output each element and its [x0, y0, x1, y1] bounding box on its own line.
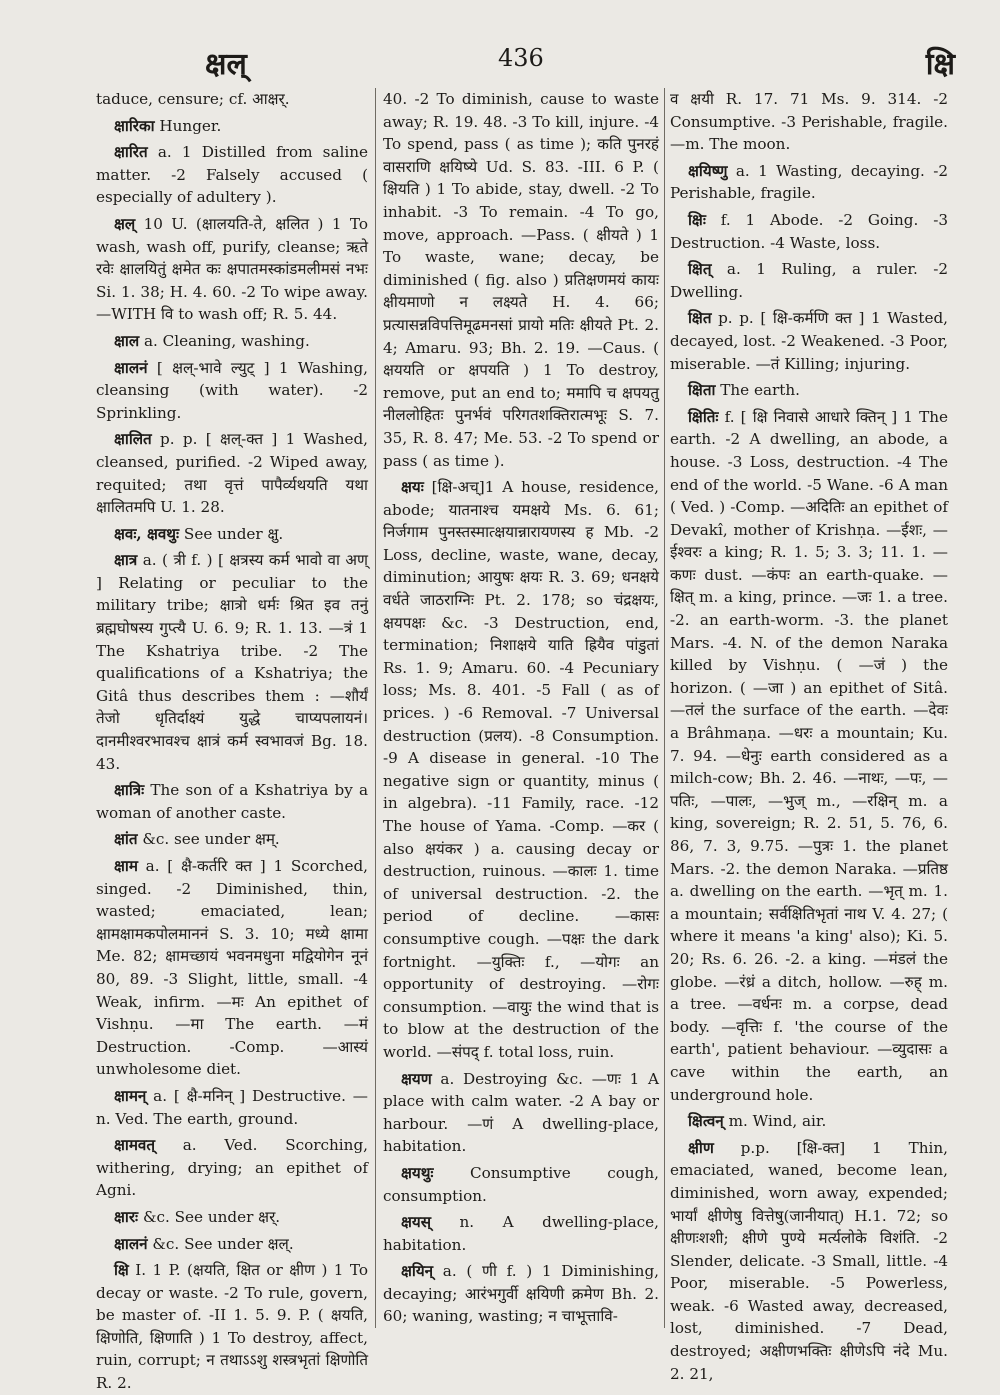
entry-definition: a. ( णी f. ) 1 Diminishing, decaying; आरंभगुर्वी क्षयिणी क्रमेण Bh. 2. 60; waning, wasting; न चाभूत्तावि- [383, 1262, 659, 1326]
entry-headword: क्षिः [688, 210, 706, 229]
column-left [96, 88, 369, 1393]
entry-headword: क्षालित [114, 430, 152, 449]
entry-headword: क्षयण [401, 1069, 432, 1088]
entry-definition: f. 1 Abode. -2 Going. -3 Destruction. -4 Waste, loss. [670, 210, 949, 252]
entry-headword: क्षयः [401, 478, 424, 497]
entry-headword: क्षालनं [114, 1234, 148, 1253]
entry-definition: Hunger. [159, 116, 222, 135]
entry-definition: 10 U. (क्षालयति-ते, क्षलित ) 1 To wash, wash off, purify, cleanse; ऋते रवेः क्षालयितुं क्षमेत कः क्षपातमस्कांडमलीमसं नभः Si. 1. 38; H. 4. 60. -2 To wipe away. —WITH वि to wash off; R. 5. 44. [96, 214, 368, 324]
entry-definition: f. [ क्षि निवासे आधारे क्तिन् ] 1 The earth. -2 A dwelling, an abode, a house. -3 Loss, destruction. -4 The end of the world. -5 Wane. -6 A man ( Ved. ) -Comp. —अदितिः an epithet of Devakî, mother of Krishṇa. —ईशः, —ईश्वरः a king; R. 1. 5; 3. 3; 11. 1. —कणः dust. —कंपः an earth-quake. —क्षित् m. a king, prince. —जः 1. a tree. -2. an earth-worm. -3. the planet Mars. -4. N. of the demon Naraka killed by Vishṇu. ( —जं ) the horizon. ( —जा ) an epithet of Sitâ. —तलं the surface of the earth. —देवः a Brâhmaṇa. —धरः a mountain; Ku. 7. 94. —धेनुः earth considered as a milch-cow; Bh. 2. 46. —नाथः, —पः, —पतिः, —पालः, —भुज् m., —रक्षिन् m. a king, sovereign; R. 2. 51, 5. 76, 6. 86, 7. 3, 9.75. —पुत्रः 1. the planet Mars. -2. the demon Naraka. —प्रतिष्ठ a. dwelling on the earth. —भृत् m. 1. a mountain; सर्वक्षितिभृतां नाथ V. 4. 27; ( where it means 'a king' also); Ki. 5. 20; Rs. 6. 26. -2. a king. —मंडलं the globe. —रंध्रं a ditch, hollow. —रुह् m. a tree. —वर्धनः m. a corpse, dead body. —वृत्तिः f. 'the course of the earth', patient behaviour. —व्युदासः a cave within the earth, an underground hole. [670, 407, 949, 1104]
entry-headword: क्षयथुः [401, 1163, 434, 1182]
dictionary-entry [96, 828, 368, 851]
right-running-headword: क्षि [925, 47, 955, 82]
entry-headword: क्षात्र [114, 551, 138, 570]
dictionary-entry [670, 258, 948, 303]
entry-definition: a. Cleaning, washing. [143, 331, 310, 350]
entry-headword: क्षित्वन् [688, 1112, 724, 1131]
dictionary-entry [383, 88, 659, 472]
left-running-headword: क्षल् [205, 47, 247, 82]
entry-definition: &c. see under क्षम्. [142, 830, 280, 849]
dictionary-entry [96, 1233, 368, 1256]
dictionary-entry [96, 115, 368, 138]
entry-definition: taduce, censure; cf. आक्षर्. [96, 90, 290, 108]
entry-definition: The son of a Kshatriya by a woman of another caste. [96, 781, 369, 822]
column-middle [383, 88, 659, 1328]
entry-definition: [क्षि-अच्]1 A house, residence, abode; यातनाश्च यमक्षये Ms. 6. 61; निर्जगाम पुनस्तस्मात्क्षयान्नारायणस्य ह Mb. -2 Loss, decline, waste, wane, decay, diminution; आयुषः क्षयः R. 3. 69; धनक्षये वर्धते जाठराग्निः Pt. 2. 178; so चंद्रक्षयः, क्षयपक्षः &c. -3 Destruction, end, termination; निशाक्षये याति ह्रियैव पांडुतां Rs. 1. 9; Amaru. 60. -4 Pecuniary loss; Ms. 8. 401. -5 Fall ( as of prices. ) -6 Removal. -7 Universal destruction (प्रलय). -8 Consumption. -9 A disease in general. -10 The negative sign or quantity, minus ( in algebra). -11 Family, race. -12 The house of Yama. -Comp. —कर ( also क्षयंकर ) a. causing decay or destruction, ruinous. —कालः 1. time of universal destruction. -2. the period of decline. —कासः consumptive cough. —पक्षः the dark fortnight. —युक्तिः f., —योगः an opportunity of destroying. —रोगः consumption. —वायुः the wind that is to blow at the destruction of the world. —संपद् f. total loss, ruin. [383, 478, 659, 1061]
entry-definition: The earth. [720, 381, 800, 400]
dictionary-entry [96, 549, 368, 775]
dictionary-entry [96, 357, 368, 425]
dictionary-entry [96, 1259, 368, 1395]
entry-headword: क्षयस् [401, 1213, 431, 1232]
dictionary-entry [96, 330, 368, 353]
dictionary-entry [670, 1137, 948, 1386]
entry-headword: क्षवः, क्षवथुः [114, 524, 180, 543]
entry-definition: व क्षयी R. 17. 71 Ms. 9. 314. -2 Consumptive. -3 Perishable, fragile. —m. The moon. [670, 90, 948, 154]
entry-headword: क्षि [114, 1261, 129, 1280]
dictionary-entry [96, 1085, 368, 1130]
dictionary-entry [96, 779, 368, 824]
dictionary-entry [383, 476, 659, 1063]
entry-definition: See under क्षु. [183, 524, 284, 543]
entry-definition: a. 1 Distilled from saline matter. -2 Falsely accused ( especially of adultery ). [96, 143, 369, 207]
dictionary-entry [96, 428, 368, 518]
entry-headword: क्षालनं [114, 358, 148, 377]
dictionary-entry [670, 1110, 948, 1133]
entry-definition: a. ( त्री f. ) [ क्षत्रस्य कर्म भावो वा अण् ] Relating or peculiar to the military tribe; क्षात्रो धर्मः श्रित इव तनुं ब्रह्मघोषस्य गुप्त्यै U. 6. 9; R. 1. 13. —त्रं 1 The Kshatriya tribe. -2 The qualifications of a Kshatriya; the Gitâ thus describes them : —शौर्यं तेजो धृतिर्दाक्ष्यं युद्धे चाप्यपलायनं। दानमीश्वरभावश्च क्षात्रं कर्म स्वभावजं Bg. 18. 43. [96, 551, 368, 773]
entry-headword: क्षित् [688, 260, 712, 279]
entry-definition: [ क्षल्-भावे ल्युट् ] 1 Washing, cleansing (with water). -2 Sprinkling. [96, 358, 368, 422]
entry-definition: &c. See under क्षल्. [152, 1234, 294, 1253]
entry-definition: m. Wind, air. [728, 1112, 827, 1131]
entry-headword: क्षारः [114, 1207, 139, 1226]
entry-definition: a. Ved. Scorching, withering, drying; an epithet of Agni. [96, 1136, 368, 1200]
column-divider [375, 88, 376, 1328]
dictionary-entry [670, 88, 948, 156]
dictionary-entry [96, 88, 368, 111]
dictionary-entry [383, 1068, 659, 1158]
dictionary-entry [383, 1211, 659, 1256]
column-divider [664, 88, 665, 1328]
entry-definition: a. 1 Wasting, decaying. -2 Perishable, fragile. [670, 161, 949, 203]
entry-headword: क्षितिः [688, 407, 719, 426]
entry-definition: &c. See under क्षर्. [142, 1207, 281, 1226]
entry-definition: Consumptive cough, consumption. [383, 1163, 659, 1205]
dictionary-entry [670, 160, 948, 205]
entry-definition: a. Destroying &c. —णः 1 A place with calm water. -2 A bay or harbour. —णं A dwelling-place, habitation. [383, 1069, 659, 1156]
entry-definition: 40. -2 To diminish, cause to waste away; R. 19. 48. -3 To kill, injure. -4 To spend, pass ( as time ); कति पुनरहं वासराणि क्षयिष्ये Ud. S. 83. -III. 6 P. ( क्षियति ) 1 To abide, stay, dwell. -2 To inhabit. -3 To remain. -4 To go, move, approach. —Pass. ( क्षीयते ) 1 To waste, wane; decay, be diminished ( fig. also ) प्रतिक्षणमयं कायः क्षीयमाणो न लक्ष्यते H. 4. 66; प्रत्यासन्नविपत्तिमूढमनसां प्रायो मतिः क्षीयते Pt. 2. 4; Amaru. 93; Bh. 2. 19. —Caus. ( क्षययति or क्षपयति ) 1 To destroy, remove, put an end to; ममापि च क्षपयतु नीललोहितः पुनर्भवं परिगतशक्तिरात्मभूः S. 7. 35, R. 8. 47; Me. 53. -2 To spend or pass ( as time ). [383, 90, 659, 470]
entry-definition: p. p. [ क्षल्-क्त ] 1 Washed, cleansed, purified. -2 Wiped away, requited; तथा वृत्तं पापैर्व्यथयति यथा क्षालितमपि U. 1. 28. [96, 430, 369, 517]
entry-definition: n. A dwelling-place, habitation. [383, 1213, 660, 1254]
dictionary-entry [96, 213, 368, 326]
entry-definition: a. [ क्षै-मनिन् ] Destructive. —n. Ved. The earth, ground. [96, 1086, 368, 1128]
dictionary-entry [383, 1260, 659, 1328]
entry-headword: क्षाम [114, 857, 138, 875]
entry-headword: क्षयिन् [401, 1262, 434, 1281]
dictionary-entry [96, 523, 368, 546]
entry-headword: क्षीण [688, 1138, 714, 1157]
dictionary-entry [383, 1162, 659, 1207]
entry-definition: p.p. [क्षि-क्त] 1 Thin, emaciated, waned, become lean, diminished, worn away, expended; भार्यां क्षीणेषु वित्तेषु(जानीयात्) H.1. 72; so क्षीणःशशी; क्षीणे पुण्ये मर्त्यलोके विशंति. -2 Slender, delicate. -3 Small, little. -4 Poor, miserable. -5 Powerless, weak. -6 Wasted away, decreased, lost, diminished. -7 Dead, destroyed; अक्षीणभक्तिः क्षीणेऽपि नंदे Mu. 2. 21, [670, 1138, 948, 1383]
entry-definition: p. p. [ क्षि-कर्मणि क्त ] 1 Wasted, decayed, lost. -2 Weakened. -3 Poor, miserable. —तं Killing; injuring. [670, 309, 948, 373]
column-right [670, 88, 949, 1383]
page-header [90, 42, 955, 86]
dictionary-entry [96, 1206, 368, 1229]
page-number: 436 [498, 44, 544, 72]
entry-definition: a. 1 Ruling, a ruler. -2 Dwelling. [670, 260, 949, 301]
entry-headword: क्षारित [114, 143, 148, 162]
dictionary-entry [670, 379, 948, 402]
dictionary-entry [96, 855, 368, 1081]
dictionary-entry [96, 141, 368, 209]
dictionary-entry [670, 307, 948, 375]
entry-headword: क्षामन् [114, 1086, 147, 1105]
entry-definition: a. [ क्षै-कर्तरि क्त ] 1 Scorched, singed. -2 Diminished, thin, wasted; emaciated, lean; क्षामक्षामकपोलमाननं S. 3. 10; मध्ये क्षामा Me. 82; क्षामच्छायं भवनमधुना मद्वियोगेन नूनं 80, 89. -3 Slight, little, small. -4 Weak, infirm. —मः An epithet of Vishṇu. —मा The earth. —मं Destruction. -Comp. —आस्यं unwholesome diet. [96, 857, 369, 1079]
dictionary-entry [670, 209, 948, 254]
entry-headword: क्षित [688, 309, 712, 328]
dictionary-entry [670, 406, 948, 1106]
dictionary-entry [96, 1134, 368, 1202]
entry-headword: क्षयिष्णु [688, 161, 728, 180]
entry-headword: क्षांत [114, 830, 138, 849]
entry-headword: क्षल् [114, 214, 136, 233]
entry-headword: क्षारिका [114, 116, 155, 135]
entry-headword: क्षिता [688, 381, 716, 400]
entry-headword: क्षाल [114, 331, 140, 350]
entry-headword: क्षामवत् [114, 1136, 156, 1155]
entry-definition: I. 1 P. (क्षयति, क्षित or क्षीण ) 1 To decay or waste. -2 To rule, govern, be master of. -II 1. 5. 9. P. ( क्षयति, क्षिणोति, क्षिणाति ) 1 To destroy, affect, ruin, corrupt; न तथाऽऽशु शस्त्रभृतां क्षिणोति R. 2. [96, 1261, 368, 1393]
entry-headword: क्षात्रिः [114, 781, 145, 800]
